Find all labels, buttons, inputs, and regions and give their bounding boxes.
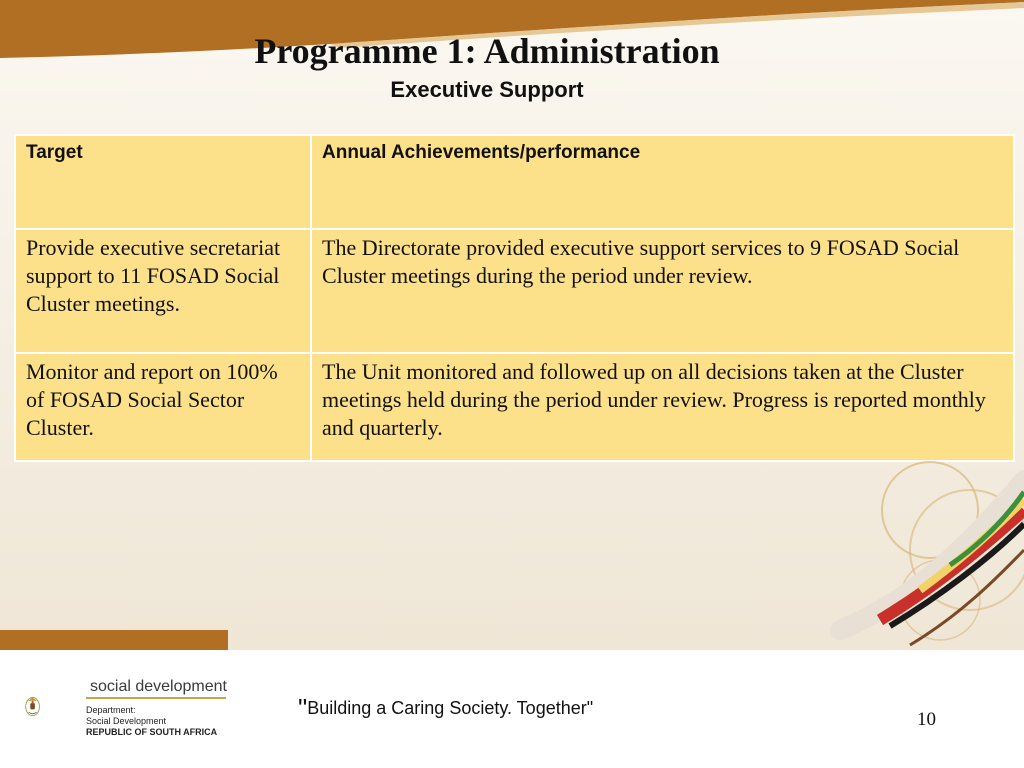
column-header-achievements: Annual Achievements/performance — [311, 135, 1014, 229]
beadwork-decoration — [820, 440, 1024, 650]
target-cell: Provide executive secretariat support to 11 FOSAD Social Cluster meetings. — [15, 229, 311, 353]
slogan-text: Building a Caring Society. Together" — [307, 698, 594, 718]
slogan-open-quote: " — [298, 693, 308, 723]
performance-table — [14, 134, 1015, 462]
department-line-1: Department: — [86, 705, 136, 715]
achievement-cell: The Directorate provided executive support services to 9 FOSAD Social Cluster meetings during the period under review. — [311, 229, 1014, 353]
slogan — [298, 693, 593, 724]
department-label — [86, 705, 217, 738]
logo-divider — [86, 697, 226, 699]
table-header-row — [15, 135, 1014, 229]
department-line-3: REPUBLIC OF SOUTH AFRICA — [86, 727, 218, 737]
slide-title: Programme 1: Administration — [254, 31, 720, 71]
coat-of-arms-icon — [24, 666, 84, 746]
achievement-cell: The Unit monitored and followed up on all decisions taken at the Cluster meetings held during the period under review. Progress is reported monthly and quarterly. — [311, 353, 1014, 461]
department-line-2: Social Development — [86, 716, 167, 726]
logo-wordmark: social development — [90, 678, 227, 695]
table-row — [15, 229, 1014, 353]
bottom-left-band — [0, 630, 228, 650]
column-header-target: Target — [15, 135, 311, 229]
page-number: 10 — [917, 709, 936, 730]
slide-subtitle: Executive Support — [390, 77, 584, 102]
target-cell: Monitor and report on 100% of FOSAD Social Sector Cluster. — [15, 353, 311, 461]
